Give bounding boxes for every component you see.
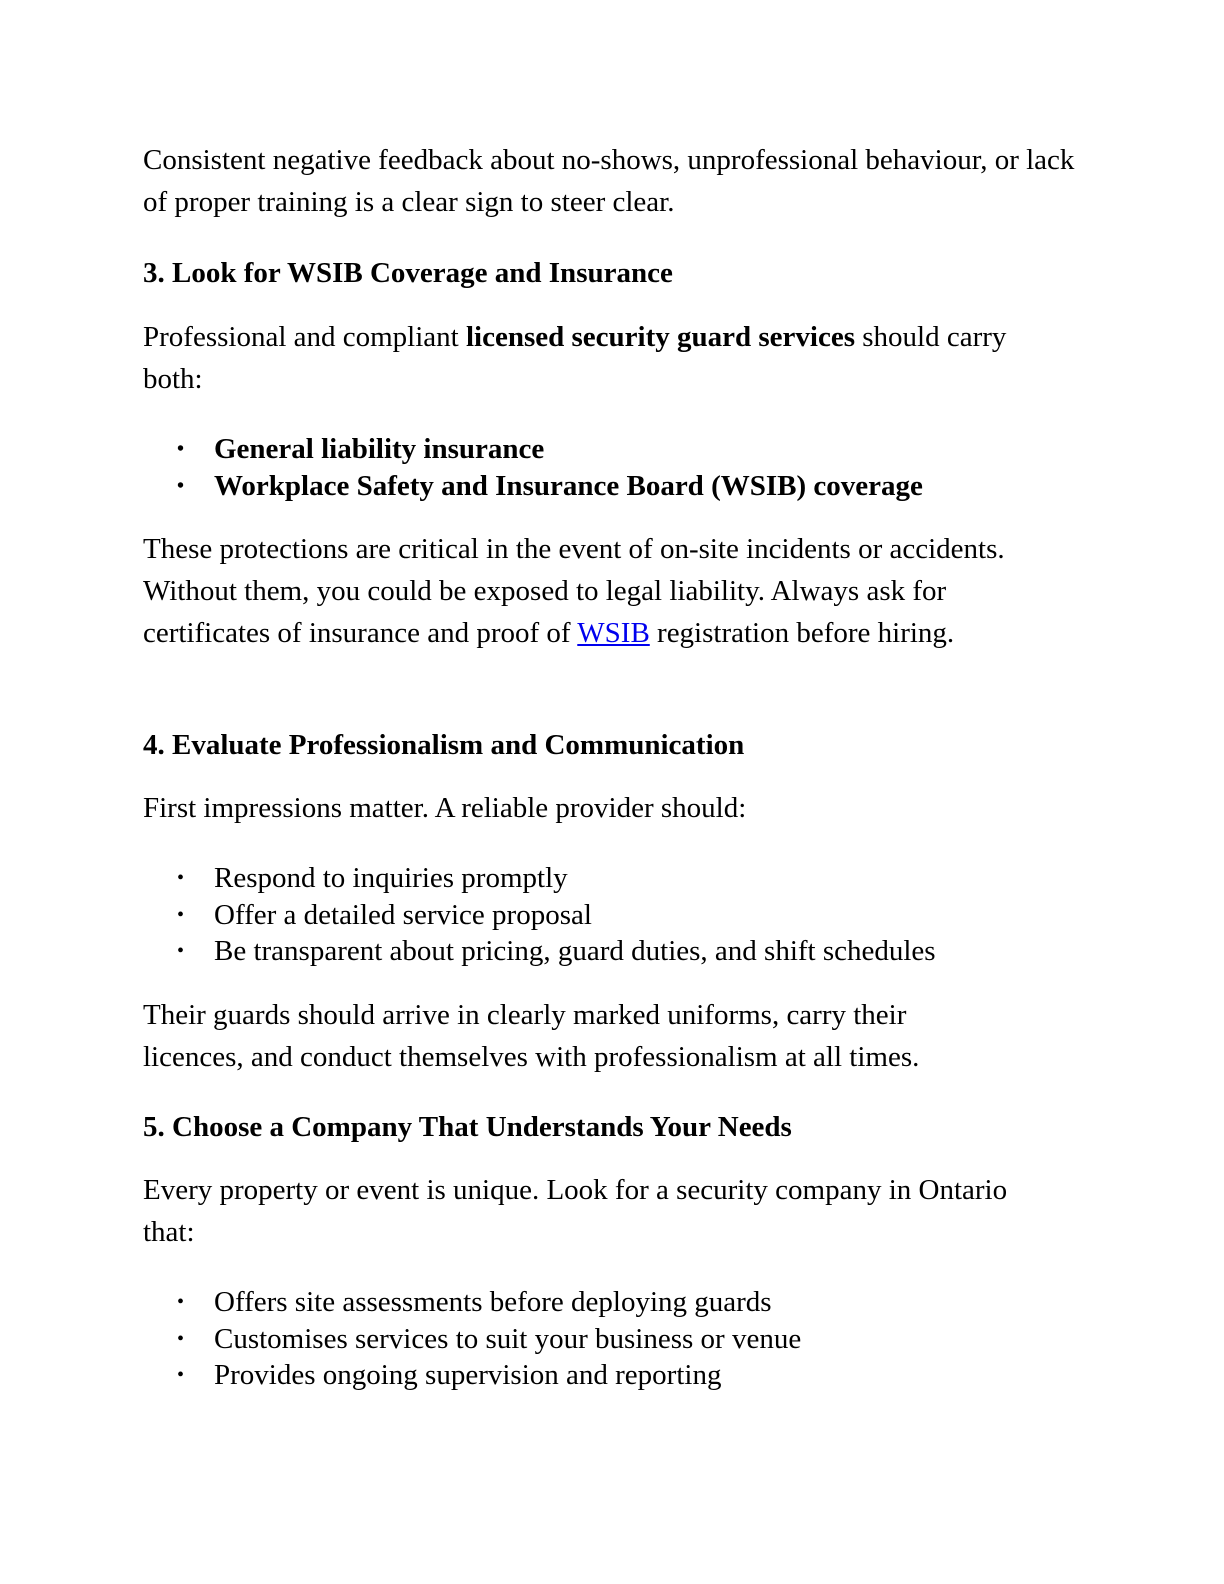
insurance-list [143, 431, 923, 504]
text: Professional and compliant [143, 321, 466, 353]
text: registration before hiring. [649, 617, 955, 649]
provider-list [143, 860, 936, 970]
heading-professionalism: 4. Evaluate Professionalism and Communication [143, 729, 745, 761]
list-item: • Workplace Safety and Insurance Board (WSIB) coverage [143, 468, 923, 505]
heading-needs: 5. Choose a Company That Understands Your Needs [143, 1111, 792, 1143]
company-list [143, 1284, 801, 1394]
list-item: • General liability insurance [143, 431, 923, 468]
list-item: • Customises services to suit your business or venue [143, 1321, 801, 1358]
paragraph-carry-both [143, 316, 1043, 400]
wsib-link[interactable]: WSIB [577, 617, 650, 649]
list-item: • Offer a detailed service proposal [143, 897, 936, 934]
list-item: • Offers site assessments before deploying guards [143, 1284, 801, 1321]
paragraph-guards: Their guards should arrive in clearly marked uniforms, carry their licences, and conduct themselves with professionalism at all times. [143, 999, 920, 1073]
list-item: • Be transparent about pricing, guard duties, and shift schedules [143, 933, 936, 970]
text: These protections are critical in the event of on-site incidents or accidents. Without them, you could be exposed to legal liability. Always ask for certificates of insurance and proof of [143, 533, 1005, 649]
paragraph-first-impressions: First impressions matter. A reliable provider should: [143, 792, 747, 824]
paragraph-unique: Every property or event is unique. Look for a security company in Ontario that: [143, 1174, 1008, 1248]
text: should carry both: [143, 321, 1007, 395]
bold-text: licensed security guard services [465, 321, 855, 353]
paragraph-feedback: Consistent negative feedback about no-shows, unprofessional behaviour, or lack of proper training is a clear sign to steer clear. [143, 144, 1075, 218]
list-item: • Provides ongoing supervision and reporting [143, 1357, 801, 1394]
paragraph-protections [143, 528, 1078, 654]
heading-wsib: 3. Look for WSIB Coverage and Insurance [143, 257, 673, 289]
list-item: • Respond to inquiries promptly [143, 860, 936, 897]
